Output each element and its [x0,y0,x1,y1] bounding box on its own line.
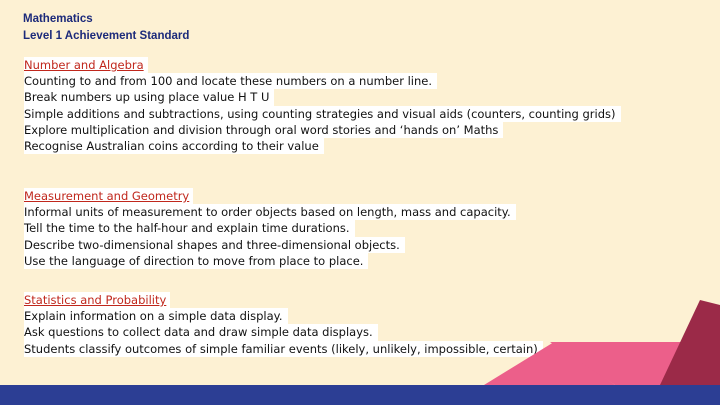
content-line: Recognise Australian coins according to their value [24,138,324,154]
content-line: Tell the time to the half-hour and explain time durations. [24,220,355,236]
title-subject: Mathematics [23,13,93,25]
content-line: Use the language of direction to move from place to place. [24,253,368,269]
content-line: Ask questions to collect data and draw simple data displays. [24,324,378,340]
content-line: Simple additions and subtractions, using counting strategies and visual aids (counters, counting grids) [24,106,621,122]
section-heading: Number and Algebra [24,57,148,73]
title-level: Level 1 Achievement Standard [23,30,190,42]
content-line: Explain information on a simple data display. [24,308,288,324]
content-line: Explore multiplication and division through oral word stories and ‘hands on’ Maths [24,122,503,138]
content-line: Students classify outcomes of simple familiar events (likely, unlikely, impossible, certain) [24,341,543,357]
section-heading: Statistics and Probability [24,292,170,308]
bottom-bar [0,385,720,405]
content-line: Describe two-dimensional shapes and three-dimensional objects. [24,237,405,253]
section-heading: Measurement and Geometry [24,188,193,204]
content-line: Informal units of measurement to order objects based on length, mass and capacity. [24,204,516,220]
content-line: Counting to and from 100 and locate these numbers on a number line. [24,73,437,89]
content-line: Break numbers up using place value H T U [24,89,274,105]
